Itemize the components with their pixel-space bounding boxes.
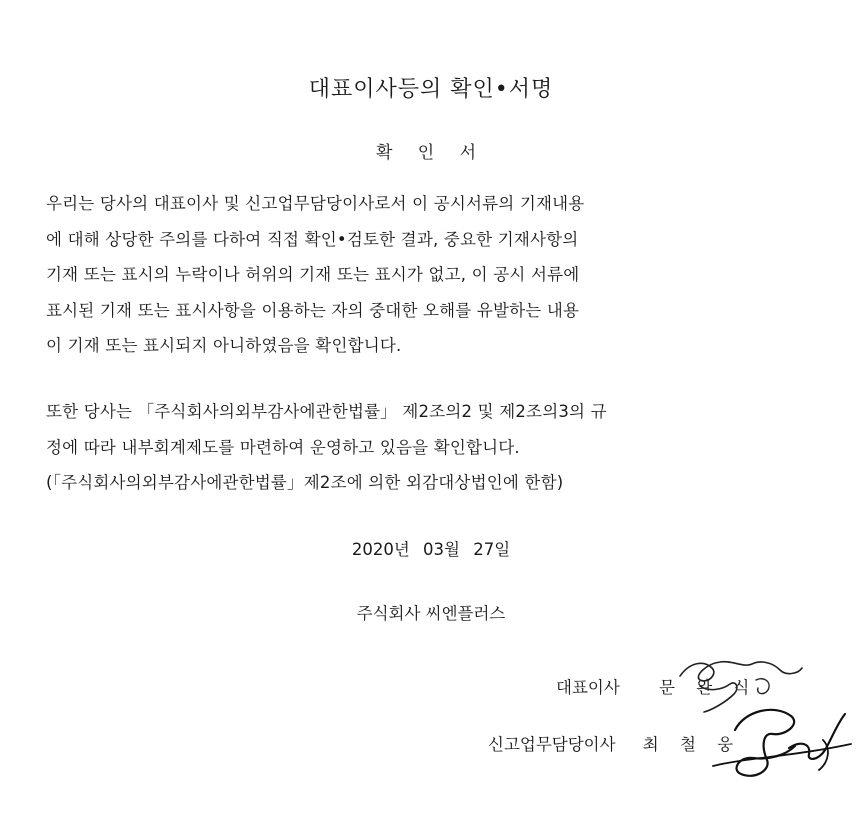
- paragraph-line: 기재 또는 표시의 누락이나 허위의 기재 또는 표시가 없고, 이 공시 서류에: [46, 265, 580, 285]
- paragraph-line: 우리는 당사의 대표이사 및 신고업무담당이사로서 이 공시서류의 기재내용: [46, 194, 585, 213]
- document-date: 2020년 03월 27일: [351, 540, 511, 559]
- paragraph-line: 정에 따라 내부회계제도를 마련하여 운영하고 있음을 확인합니다.: [46, 437, 520, 457]
- signer-name: 문 완 식: [659, 678, 758, 697]
- signer-role: 신고업무담당이사: [488, 735, 616, 754]
- signer-role: 대표이사: [556, 678, 620, 697]
- paragraph-line: 이 기재 또는 표시되지 아니하였음을 확인합니다.: [46, 336, 402, 356]
- document-title: 대표이사등의 확인•서명: [308, 77, 554, 102]
- paragraph-line: (「주식회사의외부감사에관한법률」제2조에 의한 외감대상법인에 한함): [46, 473, 564, 493]
- signer-name: 최 철 웅: [642, 735, 742, 754]
- signer-row-disclosure-officer: [488, 731, 741, 755]
- officer-signature: [705, 700, 855, 790]
- paragraph-line: 에 대해 상당한 주의를 다하여 직접 확인•검토한 결과, 중요한 기재사항의: [46, 229, 579, 249]
- internal-control-paragraph: [46, 394, 816, 501]
- company-name: 주식회사 씨엔플러스: [356, 604, 506, 623]
- paragraph-line: 표시된 기재 또는 표시사항을 이용하는 자의 중대한 오해를 유발하는 내용: [46, 300, 580, 320]
- confirmation-paragraph: [46, 186, 816, 364]
- paragraph-line: 또한 당사는 「주식회사의외부감사에관한법률」 제2조의2 및 제2조의3의 규: [46, 402, 607, 421]
- document-subtitle: 확 인 서: [375, 143, 487, 163]
